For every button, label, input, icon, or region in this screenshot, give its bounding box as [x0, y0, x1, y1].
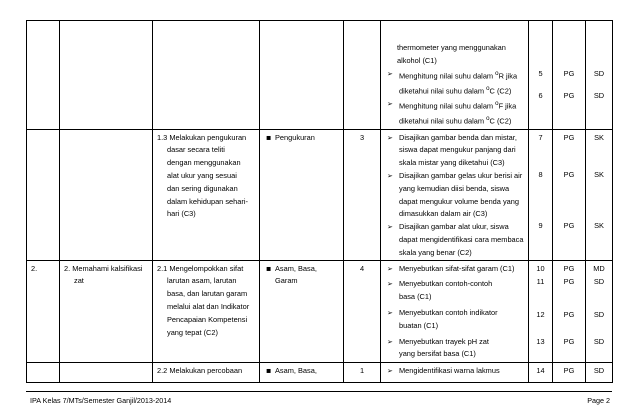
no-cell — [27, 21, 60, 130]
list-item: ➢ Disajikan gambar gelas ukur berisi air yang kemudian diisi benda, siswa dapat mengukur volume benda yang dimasukkan dalam air (C3) — [385, 170, 524, 221]
list-item: ▪ Asam, Basa, Garam — [264, 263, 339, 289]
page-number: Page 2 — [587, 396, 610, 405]
indikator-cell — [153, 21, 260, 130]
footer-document-title: IPA Kelas 7/MTs/Semester Ganjil/2013-2014 — [30, 396, 172, 405]
list-item: ➢ Disajikan gambar alat ukur, siswa dapat mengidentifikasi cara membaca skala yang benar (C2) — [385, 221, 524, 259]
indikator-cell: 1.3 Melakukan pengukuran dasar secara teliti dengan menggunakan alat ukur yang sesuai dan sering digunakan dalam kehidupan sehari-hari (C3) — [153, 129, 260, 260]
list-item: ➢ Disajikan gambar benda dan mistar, siswa dapat mengukur panjang dari skala mistar yang diketahui (C3) — [385, 132, 524, 170]
no-cell — [27, 129, 60, 260]
table-row — [27, 129, 613, 260]
soal-cell — [381, 21, 529, 130]
materi-cell — [260, 362, 344, 382]
indikator-cell: 2.2 Melakukan percobaan — [153, 362, 260, 382]
bentuk-cell: PG PG — [553, 21, 586, 130]
table-row — [27, 362, 613, 382]
materi-cell — [260, 21, 344, 130]
list-item: thermometer yang menggunakan alkohol (C1) — [397, 43, 506, 65]
no-soal-cell: 7 8 9 — [529, 129, 553, 260]
indikator-cell: 2.1 Mengelompokkan sifat larutan asam, larutan basa, dan larutan garam melalui alat dan Indikator Pencapaian Kompetensi yang tepat (C2) — [153, 260, 260, 362]
soal-cell — [381, 129, 529, 260]
footer-divider — [26, 391, 612, 392]
level-cell: MD SD SD SD — [586, 260, 613, 362]
list-item: ➢ Menyebutkan contoh-contoh basa (C1) — [385, 278, 524, 304]
list-item: ➢ Menyebutkan sifat-sifat garam (C1) — [385, 263, 524, 276]
no-soal-cell: 5 6 — [529, 21, 553, 130]
list-item: ➢ Mengidentifikasi warna lakmus — [385, 365, 524, 378]
bentuk-cell: PG PG PG PG — [553, 260, 586, 362]
table-row — [27, 21, 613, 130]
jumlah-cell: 3 — [344, 129, 381, 260]
list-item: ➢ Menyebutkan contoh indikator buatan (C1) — [385, 307, 524, 333]
level-cell: SK SK SK — [586, 129, 613, 260]
list-item: ➢ Menghitung nilai suhu dalam $^o$R jika diketahui nilai suhu dalam $^o$C (C2) — [385, 68, 524, 99]
no-cell — [27, 362, 60, 382]
kd-cell — [60, 129, 153, 260]
jumlah-cell: 4 — [344, 260, 381, 362]
level-cell: SD SD — [586, 21, 613, 130]
materi-cell — [260, 260, 344, 362]
bentuk-cell: PG PG PG — [553, 129, 586, 260]
list-item: ▪ Pengukuran — [264, 132, 339, 145]
list-item: ➢ Menyebutkan trayek pH zat yang bersifat basa (C1) — [385, 336, 524, 362]
jumlah-cell — [344, 21, 381, 130]
no-soal-cell: 14 — [529, 362, 553, 382]
kd-cell — [60, 21, 153, 130]
list-item: ➢ Menghitung nilai suhu dalam $^o$F jika diketahui nilai suhu dalam $^o$C (C2) — [385, 98, 524, 129]
no-soal-cell: 10 11 12 13 — [529, 260, 553, 362]
list-item: ▪ Asam, Basa, — [264, 365, 339, 378]
table-row — [27, 260, 613, 362]
jumlah-cell: 1 — [344, 362, 381, 382]
soal-cell — [381, 260, 529, 362]
bentuk-cell: PG — [553, 362, 586, 382]
no-cell: 2. — [27, 260, 60, 362]
level-cell: SD — [586, 362, 613, 382]
kisi-kisi-table — [26, 20, 613, 383]
kd-cell — [60, 362, 153, 382]
kd-cell: 2. Memahami kalsifikasi zat — [60, 260, 153, 362]
soal-cell — [381, 362, 529, 382]
materi-cell — [260, 129, 344, 260]
